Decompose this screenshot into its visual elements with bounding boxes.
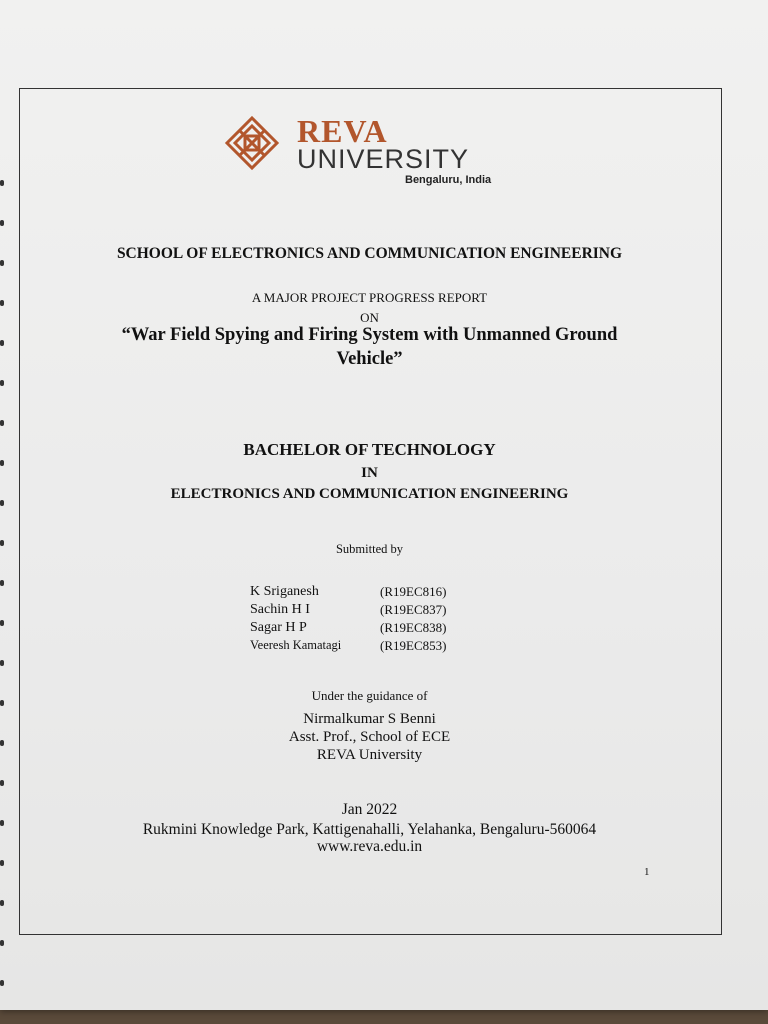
university-location: Bengaluru, India xyxy=(405,174,492,186)
university-name-university: UNIVERSITY xyxy=(297,144,470,174)
guide-designation: Asst. Prof., School of ECE xyxy=(288,729,451,745)
report-date: Jan 2022 xyxy=(341,801,398,818)
in-label: IN xyxy=(361,465,378,481)
student-name: Sagar H P xyxy=(250,620,307,635)
submitted-by-label: Submitted by xyxy=(335,542,404,556)
student-srn: (R19EC853) xyxy=(380,638,447,653)
guide-institution: REVA University xyxy=(316,747,423,763)
on-label: ON xyxy=(360,310,379,325)
university-logo xyxy=(223,114,493,194)
student-srn: (R19EC837) xyxy=(380,602,447,617)
degree: BACHELOR OF TECHNOLOGY xyxy=(243,440,496,459)
student-srn: (R19EC838) xyxy=(380,620,447,635)
project-title-block xyxy=(19,323,720,371)
student-srn: (R19EC816) xyxy=(380,584,447,599)
university-name-reva: REVA xyxy=(297,113,388,149)
branch: ELECTRONICS AND COMMUNICATION ENGINEERING xyxy=(170,486,569,502)
university-website: www.reva.edu.in xyxy=(316,838,423,855)
guidance-label: Under the guidance of xyxy=(311,688,428,703)
report-type: A MAJOR PROJECT PROGRESS REPORT xyxy=(251,290,488,305)
university-address: Rukmini Knowledge Park, Kattigenahalli, Yelahanka, Bengaluru-560064 xyxy=(142,821,597,838)
student-name: K Sriganesh xyxy=(250,584,319,599)
school-name: SCHOOL OF ELECTRONICS AND COMMUNICATION ENGINEERING xyxy=(116,245,623,262)
page-number: 1 xyxy=(644,866,650,878)
binding-holes xyxy=(0,160,10,1000)
project-title: “War Field Spying and Firing System with Unmanned Ground Vehicle” xyxy=(121,325,618,369)
reva-knot-logo-icon xyxy=(223,114,281,172)
student-name: Veeresh Kamatagi xyxy=(250,638,342,652)
guide-name: Nirmalkumar S Benni xyxy=(303,711,436,727)
student-name: Sachin H I xyxy=(250,602,310,617)
